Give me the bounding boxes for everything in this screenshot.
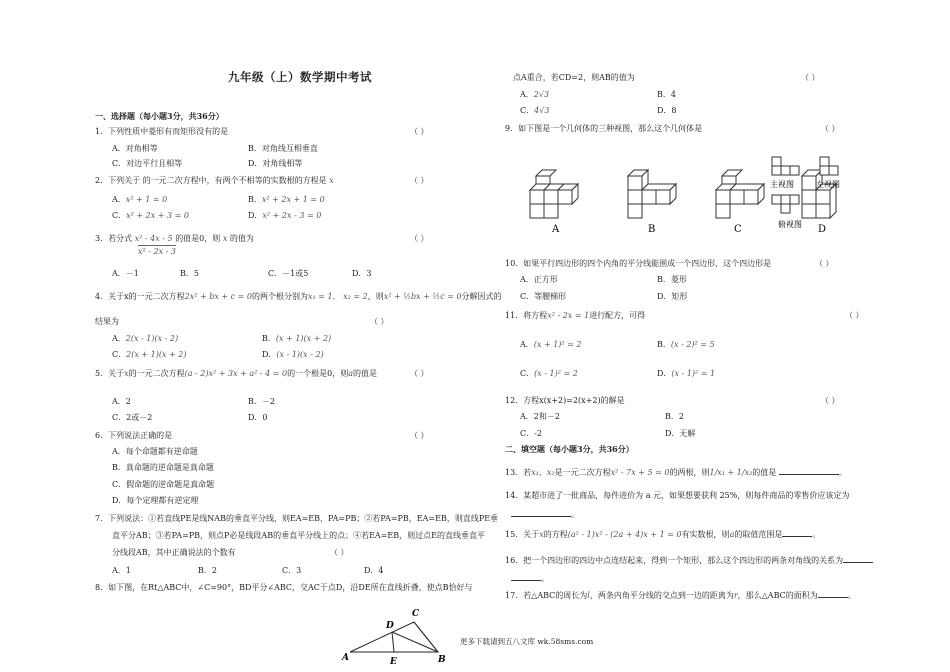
q5-equation: (a - 2)x² + 3x + a² - 4 = 0 xyxy=(184,369,288,378)
q5-stem-b: 的一元二次方程 xyxy=(128,369,185,378)
q10-stem: 10．如果平行四边形的四个内角的平分线能围成一个四边形，这个四边形是 xyxy=(505,259,772,268)
q2-option-c-label: C． xyxy=(112,211,127,220)
q9-top-view xyxy=(772,195,799,213)
q4-stem-b: 的两个根分别为 xyxy=(252,292,308,301)
q8-option-a-math: 2√3 xyxy=(533,90,550,99)
q11-answer-paren: （ ） xyxy=(845,311,864,320)
q8-option-c xyxy=(520,105,549,116)
q4-option-c-math: 2(x + 1)(x + 2) xyxy=(126,350,187,359)
q9-answer-paren: （ ） xyxy=(821,124,840,133)
q7-answer-paren: （ ） xyxy=(330,548,349,557)
q9-left-view xyxy=(820,157,838,175)
q15-stem-c: 有实数根，则 xyxy=(681,530,730,539)
q11-stem-b: 进行配方，可得 xyxy=(589,311,646,320)
q15-answer-blank[interactable] xyxy=(782,528,812,537)
q9-stem: 9．如下图是一个几何体的三种视图，那么这个几何体是 xyxy=(505,124,703,133)
q3-answer-paren: （ ） xyxy=(410,234,429,243)
q16-end: 。 xyxy=(541,574,549,583)
q2-option-c-math: x² + 2x + 3 = 0 xyxy=(126,211,189,220)
q17-stem-b: ，两条内角平分线的交点到一边的距离为 xyxy=(589,591,734,600)
q5-option-b: B．－2 xyxy=(248,397,275,406)
q9-label-d: D xyxy=(818,224,827,235)
q3-option-d: D．3 xyxy=(352,269,372,278)
q11-option-c xyxy=(520,368,578,379)
q8-label-d: D xyxy=(386,621,394,631)
q6-option-d: D．每个定理都有逆定理 xyxy=(112,496,199,505)
q11-option-d-math: (x - 1)² = 1 xyxy=(671,369,716,378)
q5-answer-paren: （ ） xyxy=(410,369,429,378)
q7-option-d: D．4 xyxy=(364,566,384,575)
q8-line-2: 点A重合，若CD=2，则AB的值为 xyxy=(513,73,635,82)
q9-solid-a xyxy=(530,170,578,218)
right-column xyxy=(475,0,950,672)
q3-stem-a: 3．若分式 xyxy=(95,234,133,243)
q11-option-c-math: (x - 1)² = 2 xyxy=(534,369,578,378)
q6-stem: 6．下列说法正确的是 xyxy=(95,431,173,440)
q9-three-views-figure xyxy=(770,155,870,240)
q8-answer-paren: （ ） xyxy=(801,73,820,82)
q11-stem-a: 11．将方程 xyxy=(505,311,548,320)
q17-var: l xyxy=(587,591,590,600)
q5-var2: a xyxy=(348,369,354,378)
q3-stem-b: 的值是0，则 xyxy=(175,234,221,243)
q13-stem-a: 13．若 xyxy=(505,468,532,477)
q11-option-a xyxy=(520,339,582,350)
q2-option-b-label: B． xyxy=(248,195,262,204)
q16-answer-blank-2[interactable] xyxy=(511,572,541,581)
q10-option-b: B．菱形 xyxy=(657,275,687,284)
q16-answer-blank-1[interactable] xyxy=(843,554,873,563)
q11-option-c-label: C． xyxy=(520,369,535,378)
q3-stem xyxy=(95,233,254,244)
q5-var: x xyxy=(124,369,129,378)
q4-option-d-label: D． xyxy=(262,350,277,359)
q17-stem-c: ，那么△ABC的面积为 xyxy=(737,591,818,600)
q1-option-a: A．对角相等 xyxy=(112,144,158,153)
footer-download-note: 更多下载请到五八文库 wk.58sms.com xyxy=(460,637,594,646)
q4-option-b-label: B． xyxy=(262,334,276,343)
q11-option-b-math: (x - 2)² = 5 xyxy=(670,340,715,349)
q4-option-d-math: (x - 1)(x - 2) xyxy=(276,350,324,359)
q12-answer-paren: （ ） xyxy=(821,396,840,405)
q15-var: x xyxy=(539,530,544,539)
q8-label-b: B xyxy=(438,655,446,665)
q13-stem: 13．若x₁，x₂是一元二次方程x² - 7x + 5 = 0的两根，则1/x₁ + 1/x₂的值是 。 xyxy=(505,468,847,477)
q4-option-c-label: C． xyxy=(112,350,127,359)
q2-stem xyxy=(95,175,334,186)
q11-option-a-label: A． xyxy=(520,340,534,349)
q9-label-a: A xyxy=(552,224,560,235)
q4-stem-c: ，则 xyxy=(367,292,384,301)
q11-equation: x² - 2x = 1 xyxy=(547,311,590,320)
q8-option-d: D．8 xyxy=(657,106,677,115)
q17-answer-blank[interactable] xyxy=(818,589,848,598)
q11-option-b-label: B． xyxy=(657,340,671,349)
q4-equation: 2x² + bx + c = 0 xyxy=(184,292,252,301)
q6-option-a: A．每个命题都有逆命题 xyxy=(112,447,198,456)
q1-answer-paren: （ ） xyxy=(410,127,429,136)
q8-line-1: 8．如下图，在Rt△ABC中，∠C=90°，BD平分∠ABC，交AC于点D，沿DE所在直线折叠，使点B恰好与 xyxy=(95,583,473,592)
q9-solid-c xyxy=(716,170,764,218)
q8-option-a xyxy=(520,89,549,100)
q4-option-b-math: (x + 1)(x + 2) xyxy=(275,334,332,343)
q10-answer-paren: （ ） xyxy=(815,259,834,268)
q7-line-2: 直平分AB；③若PA=PB，则点P必是线段AB的垂直平分线上的点；④若EA=EB，则过点E的直线垂直平 xyxy=(112,531,485,540)
q11-option-a-math: (x + 1)² = 2 xyxy=(533,340,582,349)
q14-answer-blank[interactable] xyxy=(511,508,571,517)
q6-option-c: C．假命题的逆命题是真命题 xyxy=(112,480,215,489)
q8-label-a: A xyxy=(342,653,349,663)
q11-option-d xyxy=(657,368,715,379)
q8-option-b: B．4 xyxy=(657,90,676,99)
q3-stem-c: 的值为 xyxy=(229,234,254,243)
q9-top-view-label: 俯视图 xyxy=(778,220,802,229)
q2-option-a xyxy=(112,194,167,205)
q17-stem-a: 17．若△ABC的周长为 xyxy=(505,591,588,600)
section-choice-heading: 一、选择题（每小题3分，共36分） xyxy=(95,111,224,121)
q7-option-a: A．1 xyxy=(112,566,131,575)
q2-stem-text: 2．下列关于 的一元二次方程中，有两个不相等的实数根的方程是 xyxy=(95,176,327,185)
q15-stem xyxy=(505,528,820,540)
q13-stem-b: 是一元二次方程 xyxy=(554,468,611,477)
q8-fold-de xyxy=(392,632,394,652)
q7-line-3: 分线段AB，其中正确说法的个数有 xyxy=(112,548,236,557)
q4-option-d xyxy=(262,349,324,360)
q3-fraction-denominator: x² - 2x - 3 xyxy=(138,247,176,256)
q8-option-c-math: 4√3 xyxy=(534,106,550,115)
q3-var: x xyxy=(222,234,228,243)
q16-line-1 xyxy=(505,554,873,566)
q12-stem: 12．方程x(x+2)=2(x+2)的解是 xyxy=(505,396,625,405)
q15-stem-b: 的方程 xyxy=(543,530,568,539)
q9-solid-b xyxy=(628,170,676,218)
q15-stem-a: 15．关于 xyxy=(505,530,540,539)
q3-option-a: A．－1 xyxy=(112,269,139,278)
q8-label-e: E xyxy=(390,657,397,666)
q8-option-a-label: A． xyxy=(520,90,534,99)
q4-option-c xyxy=(112,349,186,360)
q4-answer-paren: （ ） xyxy=(370,317,389,326)
q10-option-d: D．矩形 xyxy=(657,292,688,301)
q2-option-d xyxy=(248,210,321,221)
q12-option-b: B．2 xyxy=(665,412,684,421)
q4-option-a-label: A． xyxy=(112,334,126,343)
q15-var2: a xyxy=(729,530,735,539)
q8-option-c-label: C． xyxy=(520,106,535,115)
q11-stem xyxy=(505,310,645,321)
q11-option-d-label: D． xyxy=(657,369,672,378)
q1-stem: 1．下列性质中菱形有而矩形没有的是 xyxy=(95,127,229,136)
q5-option-d: D．0 xyxy=(248,413,268,422)
q9-label-c: C xyxy=(734,224,742,235)
q15-equation: (a² - 1)x² - (2a + 4)x + 1 = 0 xyxy=(567,530,682,539)
q4-stem-result: 结果为 xyxy=(95,317,119,326)
q7-line-1: 7．下列说法：①若直线PE是线NAB的垂直平分线，则EA=EB，PA=PB；②若PA=PB，EA=EB，则直线PE垂 xyxy=(95,514,499,523)
q5-option-c: C．2或－2 xyxy=(112,413,153,422)
q16-stem: 16．把一个四边形的四边中点连结起来，得到一个矩形，那么这个四边形的两条对角线的关系为 xyxy=(505,556,844,565)
q8-side-cb xyxy=(414,622,438,652)
q13-stem-d: 的值是 xyxy=(752,468,777,477)
q2-option-d-label: D． xyxy=(248,211,263,220)
q3-fraction-numerator: x² - 4x - 5 xyxy=(134,234,173,243)
q13-roots: x₁，x₂ xyxy=(531,468,555,477)
q9-front-view xyxy=(772,157,799,175)
q15-end: 。 xyxy=(812,530,821,539)
q2-option-a-math: x² + 1 = 0 xyxy=(125,195,168,204)
q2-var: x xyxy=(329,176,334,185)
q4-roots: x₁ = 1， x₂ = 2 xyxy=(308,292,368,301)
q2-option-d-math: x² + 2x - 3 = 0 xyxy=(262,211,322,220)
q14-line-2 xyxy=(511,508,579,520)
q10-option-a: A．正方形 xyxy=(520,275,558,284)
q5-stem xyxy=(95,368,377,379)
q17-stem xyxy=(505,589,856,601)
q13-expression: 1/x₁ + 1/x₂ xyxy=(709,468,753,477)
q7-option-b: B．2 xyxy=(198,566,217,575)
q1-option-d: D．对角线相等 xyxy=(248,159,303,168)
q2-option-b xyxy=(248,194,325,205)
q12-option-c: C．-2 xyxy=(520,429,542,438)
q8-label-c: C xyxy=(412,609,420,619)
q8-triangle-figure xyxy=(340,602,450,666)
q9-label-b: B xyxy=(648,224,656,235)
exam-title: 九年级（上）数学期中考试 xyxy=(228,70,372,84)
q5-option-a: A．2 xyxy=(112,397,131,406)
q5-stem-d: 的值是 xyxy=(353,369,378,378)
q6-option-b: B．真命题的逆命题是真命题 xyxy=(112,463,214,472)
q1-option-c: C．对边平行且相等 xyxy=(112,159,183,168)
q17-var2: r xyxy=(733,591,738,600)
q3-option-b: B．5 xyxy=(180,269,199,278)
q2-option-a-label: A． xyxy=(112,195,126,204)
q13-answer-blank[interactable] xyxy=(779,466,839,475)
q4-stem-a: 4．关于x的一元二次方程 xyxy=(95,292,185,301)
q4-option-a xyxy=(112,333,178,344)
section-fill-heading: 二、填空题（每小题3分，共36分） xyxy=(505,444,634,454)
q3-option-c: C．－1或5 xyxy=(268,269,309,278)
q10-option-c: C．等腰梯形 xyxy=(520,292,567,301)
q4-stem xyxy=(95,291,502,302)
q6-answer-paren: （ ） xyxy=(410,431,429,440)
q11-option-b xyxy=(657,339,715,350)
q2-option-b-math: x² + 2x + 1 = 0 xyxy=(261,195,325,204)
q14-line-1: 14．某超市进了一批商品，每件进价为 a 元，如果想要获利 25%，则每件商品的零售价应该定为 xyxy=(505,491,850,500)
q2-answer-paren: （ ） xyxy=(410,176,429,185)
q7-option-c: C．3 xyxy=(282,566,302,575)
q8-bisector-bd xyxy=(392,632,438,652)
q17-end: 。 xyxy=(847,591,856,600)
q14-end: 。 xyxy=(571,510,579,519)
q5-stem-c: 的一个根是0，则 xyxy=(287,369,349,378)
q4-option-a-math: 2(x - 1)(x - 2) xyxy=(125,334,179,343)
q9-front-view-label: 主视图 xyxy=(770,180,794,189)
q9-left-view-label: 左视图 xyxy=(816,180,840,189)
q13-equation: x² - 7x + 5 = 0 xyxy=(610,468,670,477)
q15-stem-d: 的取值范围是 xyxy=(734,530,783,539)
q13-stem-c: 的两根，则 xyxy=(669,468,710,477)
q12-option-d: D．无解 xyxy=(665,429,696,438)
q4-polynomial: x² + ½bx + ½c = 0 xyxy=(383,292,462,301)
q12-option-a: A．2和－2 xyxy=(520,412,560,421)
q1-option-b: B．对角线互相垂直 xyxy=(248,144,318,153)
q16-line-2 xyxy=(511,572,549,584)
q4-option-b xyxy=(262,333,331,344)
q2-option-c xyxy=(112,210,189,221)
q5-stem-a: 5．关于 xyxy=(95,369,125,378)
q4-stem-d: 分解因式的 xyxy=(461,292,502,301)
